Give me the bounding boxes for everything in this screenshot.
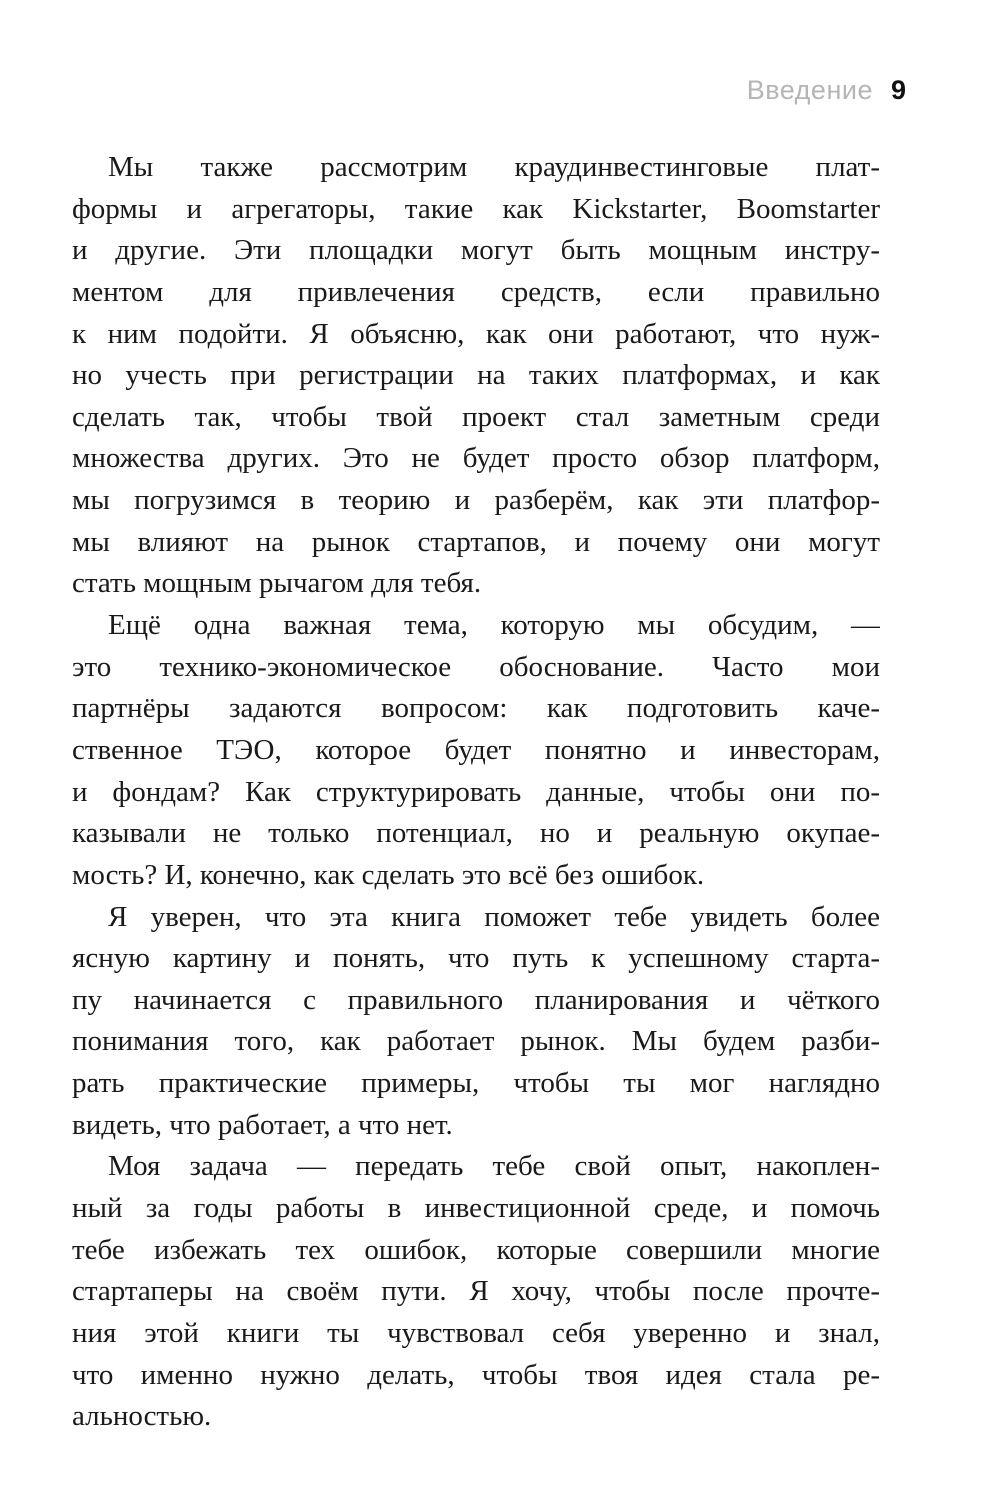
text-line: пу начинается с правильного планирования и чёткого — [72, 983, 880, 1016]
page-number: 9 — [890, 75, 906, 105]
text-line: мы влияют на рынок стартапов, и почему они могут — [72, 525, 880, 558]
text-line: стартаперы на своём пути. Я хочу, чтобы после прочте- — [72, 1275, 880, 1308]
body-text — [72, 147, 880, 1438]
text-line: ный за годы работы в инвестиционной среде, и помочь — [72, 1192, 880, 1225]
text-line: партнёры задаются вопросом: как подготовить каче- — [72, 692, 880, 725]
text-line: ния этой книги ты чувствовал себя уверенно и знал, — [72, 1316, 880, 1349]
section-title: Введение — [746, 75, 873, 105]
text-line: множества других. Это не будет просто обзор платформ, — [72, 442, 880, 475]
text-line: Мы также рассмотрим краудинвестинговые плат- — [108, 151, 880, 183]
text-line: мость? И, конечно, как сделать это всё без ошибок. — [72, 858, 705, 891]
text-line: ственное ТЭО, которое будет понятно и инвесторам, — [72, 733, 880, 766]
text-line: к ним подойти. Я объясню, как они работают, что нуж- — [72, 317, 880, 350]
text-line: видеть, что работает, а что нет. — [72, 1108, 453, 1141]
text-line: ментом для привлечения средств, если правильно — [72, 275, 880, 308]
text-line: казывали не только потенциал, но и реальную окупае- — [72, 817, 880, 850]
text-line: Моя задача — передать тебе свой опыт, накоплен- — [108, 1150, 880, 1183]
text-line: сделать так, чтобы твой проект стал заметным среди — [72, 400, 880, 433]
paragraph — [72, 605, 880, 896]
text-line: формы и агрегаторы, такие как Kickstarter, Boomstarter — [72, 192, 880, 225]
text-line: понимания того, как работает рынок. Мы будем разби- — [72, 1025, 880, 1058]
paragraph — [72, 897, 880, 1147]
text-line: альностью. — [72, 1400, 212, 1433]
text-line: и другие. Эти площадки могут быть мощным инстру- — [72, 234, 880, 267]
text-line: но учесть при регистрации на таких платформах, и как — [72, 359, 880, 392]
text-line: стать мощным рычагом для тебя. — [72, 567, 482, 600]
text-line: это технико-экономическое обоснование. Часто мои — [72, 650, 880, 683]
text-line: тебе избежать тех ошибок, которые совершили многие — [72, 1233, 880, 1266]
text-line: что именно нужно делать, чтобы твоя идея стала ре- — [72, 1358, 880, 1391]
text-line: рать практические примеры, чтобы ты мог наглядно — [72, 1067, 880, 1100]
paragraph — [72, 147, 880, 605]
text-line: Ещё одна важная тема, которую мы обсудим, — — [108, 609, 880, 642]
text-line: и фондам? Как структурировать данные, чтобы они по- — [72, 775, 880, 808]
text-line: ясную картину и понять, что путь к успешному старта- — [72, 942, 880, 975]
paragraph — [72, 1146, 880, 1437]
text-line: Я уверен, что эта книга поможет тебе увидеть более — [108, 900, 880, 933]
text-line: мы погрузимся в теорию и разберём, как эти платфор- — [72, 484, 880, 517]
running-head — [747, 72, 906, 108]
